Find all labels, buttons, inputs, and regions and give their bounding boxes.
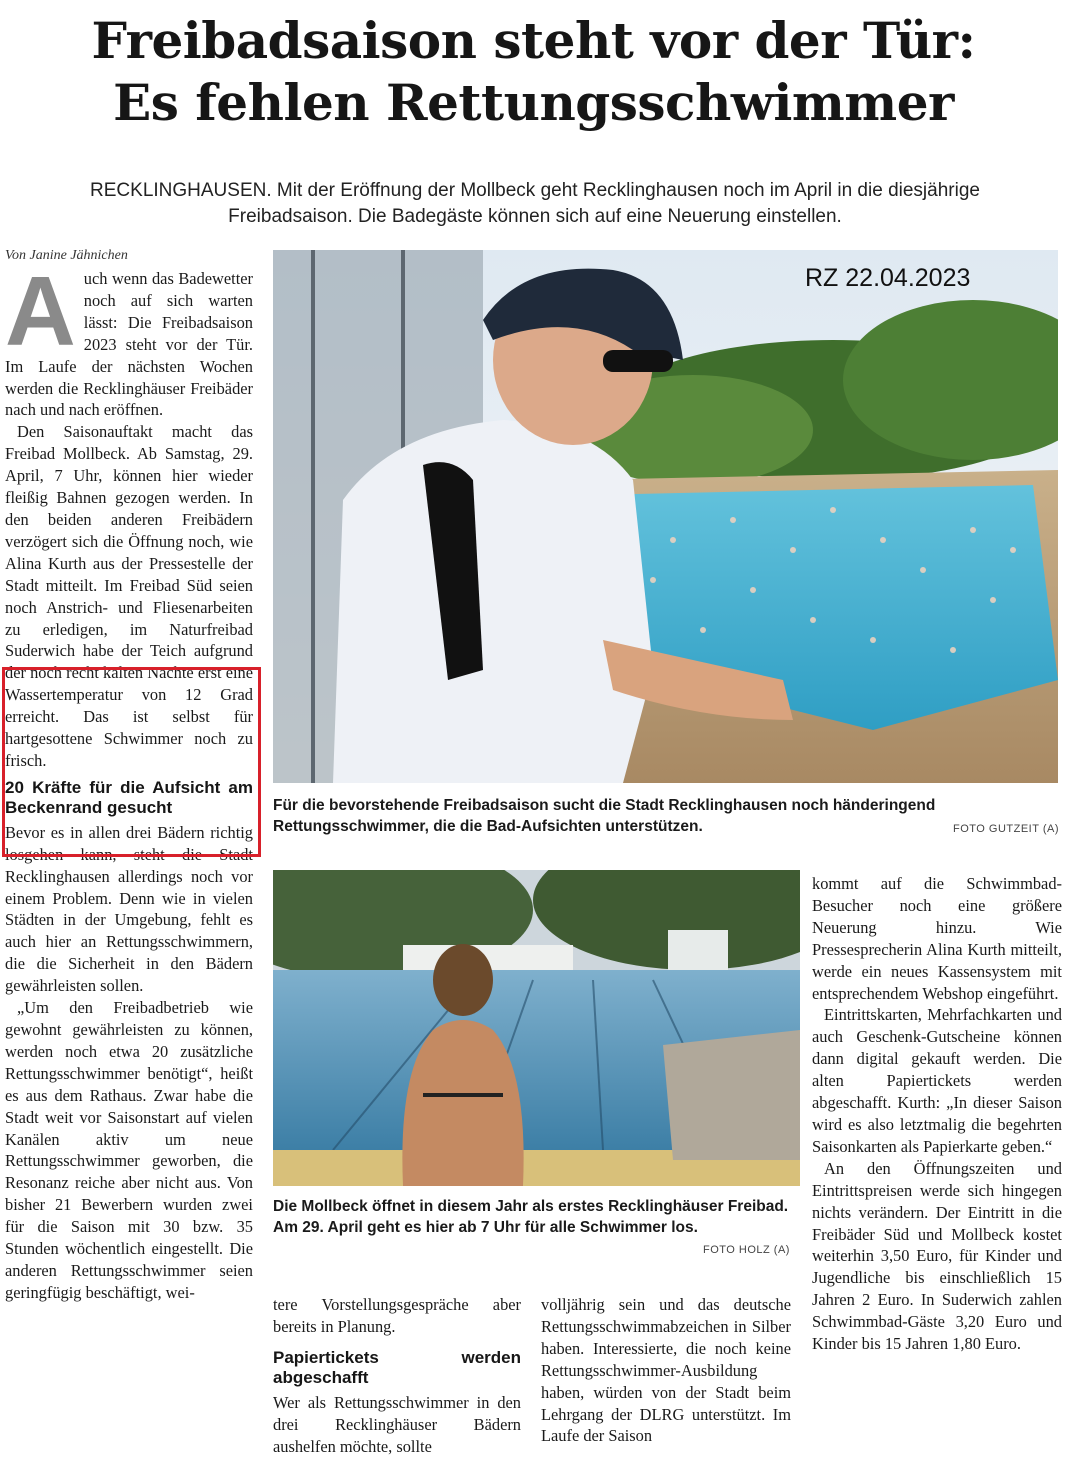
paragraph: An den Öffnungszeiten und Eintrittspreisen werde sich hingegen nichts verändern. Der Eintritt in die Freibäder Süd und Mollbeck kostet weiterhin 3,50 Euro, für Kinder und Jugendliche bis einschließlich 15 Jahren 2 Euro. In Suderwich zahlen Schwimmbad-Gäste 3,20 Euro und Kinder bis 15 Jahren 1,80 Euro.: [812, 1158, 1062, 1354]
lead-text: Mit der Eröffnung der Mollbeck geht Recklinghausen noch im April in die diesjährige Freibadsaison. Die Badegäste können sich auf eine Neuerung einstellen.: [228, 180, 980, 227]
paragraph: [5, 256, 253, 421]
article-column-2: [273, 1294, 521, 1458]
drop-cap: A: [5, 256, 76, 366]
paragraph: tere Vorstellungsgespräche aber bereits in Planung.: [273, 1295, 521, 1336]
article-headline: [0, 10, 1067, 134]
paragraph: Wer als Rettungsschwimmer in den drei Recklinghäuser Bädern aushelfen möchte, sollte: [273, 1392, 521, 1456]
photo-credit-2: FOTO HOLZ (A): [703, 1244, 790, 1256]
article-lead: [60, 178, 1010, 230]
photo-credit-1: FOTO GUTZEIT (A): [953, 823, 1059, 835]
paragraph: volljährig sein und das deutsche Rettungsschwimmabzeichen in Silber haben. Interessierte, die noch keine Rettungsschwimmer-Ausbildung haben, würden von der Stadt beim Lehrgang der DLRG unterstützt. Im Laufe der Saison: [541, 1295, 791, 1446]
subheading: 20 Kräfte für die Aufsicht am Beckenrand gesucht: [5, 777, 253, 817]
paragraph: Eintrittskarten, Mehrfachkarten und auch Geschenk-Gutscheine können dann digital gekauft werden. Die alten Papiertickets werden abgeschafft. Kurth: „In dieser Saison wird es also letztmalig die begehrten Saisonkarten als Papierkarte geben.“: [812, 1005, 1062, 1156]
byline: Von Janine Jähnichen: [5, 248, 128, 263]
paragraph: Bevor es in allen drei Bädern richtig losgehen kann, steht die Stadt Recklinghausen allerdings noch vor einem Problem. Denn wie in vielen Städten in der Umgebung, fehlt es auch hier an Rettungsschwimmern, die die Sicherheit in den Bädern gewährleisten sollen.: [5, 822, 253, 996]
paragraph: kommt auf die Schwimmbad-Besucher noch eine größere Neuerung hinzu. Wie Pressesprecherin Alina Kurth mitteilt, werde ein neues Kassensystem mit entsprechendem Webshop eingeführt.: [812, 874, 1062, 1003]
subheading: Papiertickets werden abgeschafft: [273, 1347, 521, 1387]
article-column-3: [541, 1294, 791, 1447]
lead-dateline: RECKLINGHAUSEN.: [90, 180, 272, 201]
paragraph-text: uch wenn das Badewetter noch auf sich warten lässt: Die Freibadsaison 2023 steht vor der Tür. Im Laufe der nächsten Wochen werden die Recklinghäuser Freibäder nach und nach eröffnen.: [5, 269, 253, 420]
headline-line-2: Es fehlen Rettungsschwimmer: [113, 73, 954, 132]
article-column-1: [5, 256, 253, 1304]
date-stamp: RZ 22.04.2023: [805, 264, 971, 292]
photo-caption-2: Die Mollbeck öffnet in diesem Jahr als erstes Recklinghäuser Freibad. Am 29. April geht es hier ab 7 Uhr für alle Schwimmer los.: [273, 1198, 789, 1236]
article-column-4: [812, 873, 1062, 1355]
lifeguard-photo-image: [273, 250, 1058, 783]
lifeguard-photo: [273, 250, 1058, 783]
paragraph: Den Saisonauftakt macht das Freibad Mollbeck. Ab Samstag, 29. April, 7 Uhr, können hier wieder fleißig Bahnen gezogen werden. In den beiden anderen Freibädern verzögert sich die Öffnung noch, wie Alina Kurth aus der Pressestelle der Stadt mitteilt. Im Freibad Süd seien noch Anstrich- und Fliesenarbeiten zu erledigen, im Naturfreibad Suderwich habe der Teich aufgrund der noch recht kalten Nächte erst eine Wassertemperatur von 12 Grad erreicht. Das ist selbst für hartgesottene Schwimmer noch zu frisch.: [5, 422, 253, 770]
photo-caption-1: Für die bevorstehende Freibadsaison sucht die Stadt Recklinghausen noch händeringend Rettungsschwimmer, die die Bad-Aufsichten unterstützen.: [273, 797, 936, 835]
headline-line-1: Freibadsaison steht vor der Tür:: [91, 11, 976, 70]
paragraph: „Um den Freibadbetrieb wie gewohnt gewährleisten zu können, werden noch etwa 20 zusätzliche Rettungsschwimmer benötigt“, heißt es aus dem Rathaus. Zwar habe die Stadt weit vor Saisonstart auf vielen Kanälen aktiv um neue Rettungsschwimmer geworben, die Resonanz reiche aber nicht aus. Von bisher 21 Bewerbern wurden zwei für die Saison mit 30 bzw. 35 Stunden wöchentlich eingestellt. Die anderen Rettungsschwimmer seien geringfügig beschäftigt, wei-: [5, 998, 253, 1302]
pool-photo: [273, 870, 800, 1186]
pool-photo-image: [273, 870, 800, 1186]
